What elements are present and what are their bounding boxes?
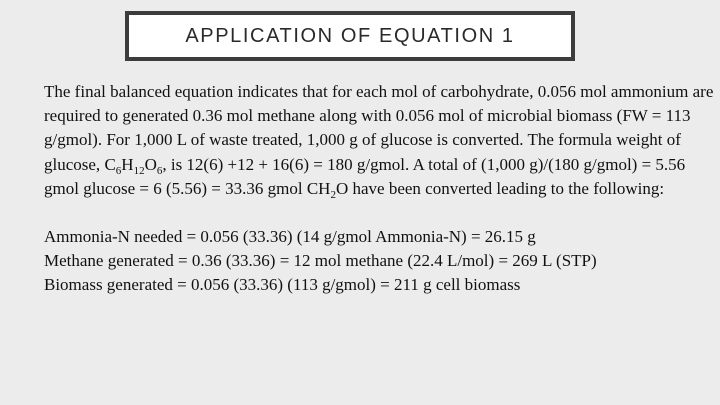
results-block (44, 225, 714, 298)
slide-body (44, 80, 714, 298)
result-ammonia: Ammonia-N needed = 0.056 (33.36) (14 g/gmol Ammonia-N) = 26.15 g (44, 227, 536, 247)
formula-c: C (104, 154, 116, 174)
formula-h-subscript: 12 (133, 164, 145, 177)
paragraph-part-3: have been converted leading to the following: (348, 178, 665, 198)
formula-c-subscript: 6 (115, 164, 122, 177)
formula-h: H (121, 154, 134, 174)
formula-o: O (144, 154, 157, 174)
formula-ch2o-o: O (335, 178, 349, 198)
formula-ch: CH (306, 178, 331, 198)
formula-o-subscript: 6 (156, 164, 163, 177)
main-paragraph (44, 80, 714, 201)
paragraph-part-2: , is 12(6) +12 + 16(6) = 180 g/gmol. A total of (1,000 g)/(180 g/gmol) = 5.56 gmol glucose = 6 (5.56) = 33.36 gmol (44, 154, 686, 198)
formula-ch2o-subscript: 2 (330, 188, 336, 201)
result-methane: Methane generated = 0.36 (33.36) = 12 mol methane (22.4 L/mol) = 269 L (STP) (44, 251, 597, 271)
result-biomass: Biomass generated = 0.056 (33.36) (113 g/gmol) = 211 g cell biomass (44, 275, 521, 295)
paragraph-part-1: The final balanced equation indicates that for each mol of carbohydrate, 0.056 mol ammonium are required to generated 0.36 mol methane along with 0.056 mol of microbial biomass (FW = 113 g/gmol). For 1,000 L of waste treated, 1,000 g of glucose is converted. The formula weight of glucose, (44, 82, 714, 174)
slide-title: APPLICATION OF EQUATION 1 (185, 24, 515, 47)
title-box (125, 11, 575, 61)
ch2o-formula (306, 178, 349, 201)
glucose-formula (104, 154, 163, 177)
